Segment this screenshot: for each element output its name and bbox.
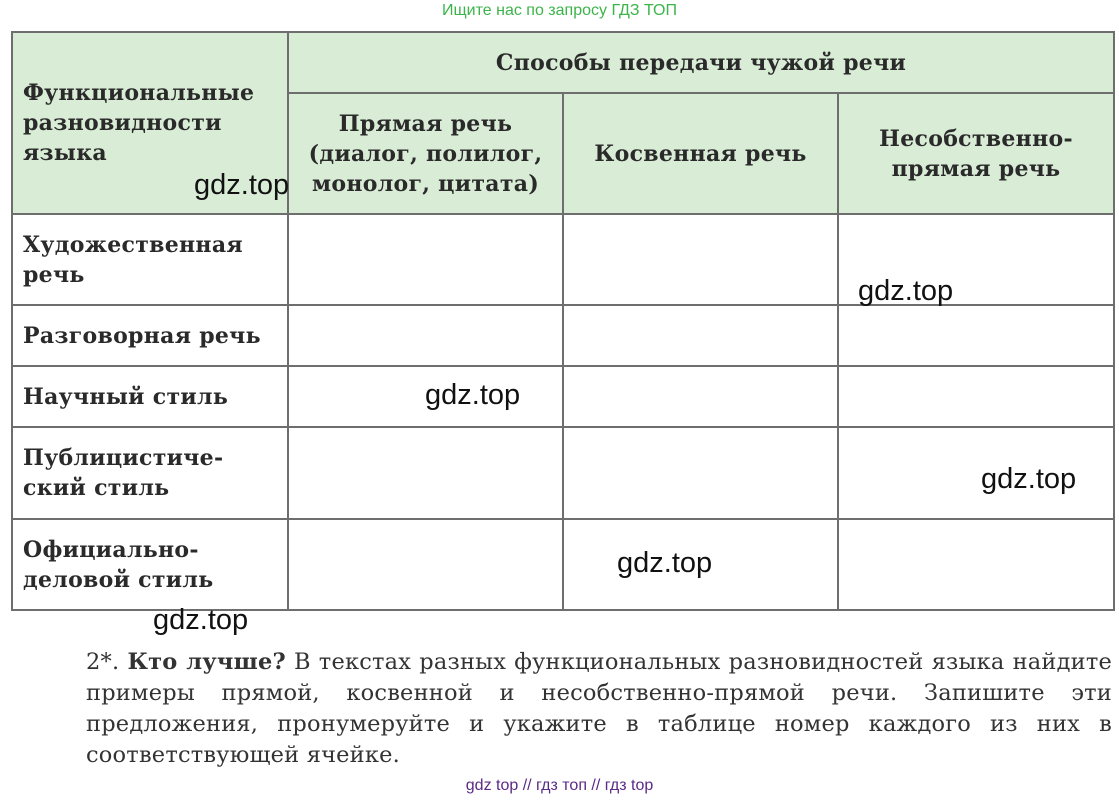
row-label: Научный стиль	[12, 366, 288, 427]
table-cell	[288, 214, 563, 305]
task-title: Кто лучше?	[127, 649, 286, 675]
table-cell	[838, 519, 1114, 610]
row-label: Разговорная речь	[12, 305, 288, 366]
watermark: gdz.top	[858, 275, 954, 307]
corner-header: Функциональные разновидности языка	[12, 32, 288, 214]
table-cell	[838, 305, 1114, 366]
table-row	[12, 366, 1114, 427]
task-paragraph	[86, 647, 1112, 771]
group-header: Способы передачи чужой речи	[288, 32, 1114, 93]
table-cell	[288, 427, 563, 519]
top-banner-link[interactable]: Ищите нас по запросу ГДЗ ТОП	[442, 2, 677, 19]
table-cell	[838, 366, 1114, 427]
row-label: Публицистиче-ский стиль	[12, 427, 288, 519]
table-cell	[563, 427, 838, 519]
column-header-improper-direct-speech: Несобственно-прямая речь	[838, 93, 1114, 214]
watermark: gdz.top	[981, 463, 1077, 495]
table-row	[12, 305, 1114, 366]
footer-links[interactable]: gdz top // гдз топ // гдз top	[465, 777, 654, 794]
watermark: gdz.top	[194, 169, 290, 201]
column-header-direct-speech: Прямая речь (диалог, полилог, монолог, цитата)	[288, 93, 563, 214]
row-label: Художественная речь	[12, 214, 288, 305]
watermark: gdz.top	[425, 379, 521, 411]
table-cell	[288, 519, 563, 610]
table-row	[12, 427, 1114, 519]
table-cell	[563, 366, 838, 427]
speech-methods-table	[11, 31, 1115, 611]
watermark: gdz.top	[617, 547, 713, 579]
table-cell	[563, 214, 838, 305]
table-cell	[563, 305, 838, 366]
column-header-indirect-speech: Косвенная речь	[563, 93, 838, 214]
table-row	[12, 519, 1114, 610]
watermark: gdz.top	[153, 604, 249, 636]
task-number: 2*.	[86, 649, 120, 675]
row-label: Официально-деловой стиль	[12, 519, 288, 610]
task-text: В текстах разных функциональных разновидностей языка найдите примеры прямой, косвенной и несобственно-прямой речи. Запишите эти предложения, пронумеруйте и укажите в таблице номер каждого из них в соответствующей ячейке.	[86, 649, 1112, 768]
table-cell	[288, 305, 563, 366]
